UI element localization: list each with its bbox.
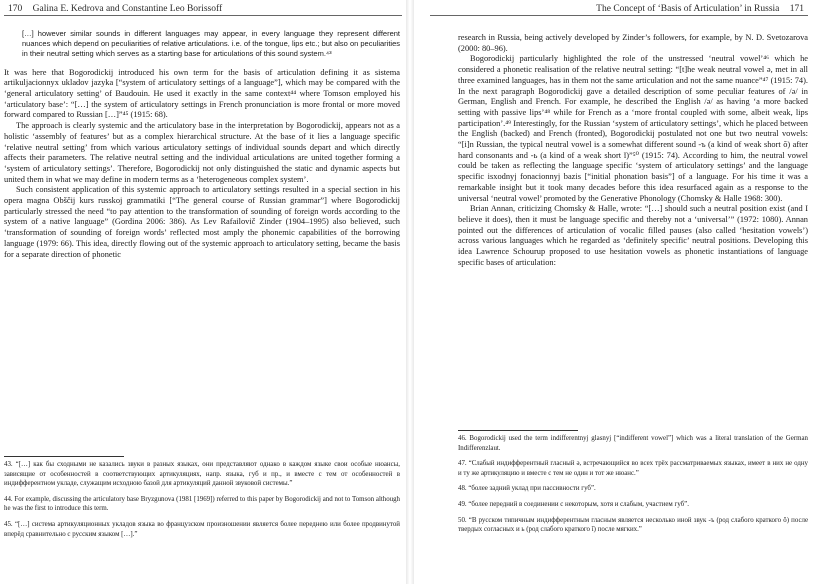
paragraph: research in Russia, being actively developed by Zinder’s followers, for example, by N. D. Svetozarova (2000: 80–96). xyxy=(458,33,808,53)
footnote-46: 46. Bogorodickij used the term indifferentnyj glasnyj [“indifferent vowel”] which was a literal translation of the German Indifferenzlaut. xyxy=(458,435,808,452)
right-page-number: 171 xyxy=(789,4,804,14)
paragraph: Bogorodickij particularly highlighted the role of the unstressed ‘neutral vowel’⁴⁶ which he considered a phonetic realisation of the relative neutral setting: “[t]he weak neutral vowel ə, met in all three examined languages, has in them not the same articulation and not the same nuance”⁴⁷ (1915: 74). In the next paragraph Bogorodickij gave a detailed description of some peculiar features of /ə/ in German, English and French. For example, he described the English /ə/ as having ‘a more backed setting with passive lips’⁴⁸ while for French as a ‘more frontal coupled with some, albeit weak, lips participation’.⁴⁹ Interestingly, for the Russian ‘system of articulatory settings’, which he placed between the English (backed) and French (fronted), Bogorodickij postulated not one but two neutral vowels: “[i]n Russian, the typical neutral vowel is a somewhat different sound -ъ (a kind of weak short ŏ) after hard consonants and -ь (a kind of a weak short ĭ)”⁵⁰ (1915: 74). According to him, the neutral vowel could be taken as reflecting the language specific ‘system of articulatory settings’ and the language specific isxodnyj fonacionnyj bazis [“initial phonation basis”] of a language. For his time it was a remarkable insight but it took many decades before this idea resurfaced again as a response to the universal ‘neutral vowel’ promoted by the Generative Phonology (Chomsky & Halle 1968: 300). xyxy=(458,54,808,203)
paragraph: Brian Annan, criticizing Chomsky & Halle, wrote: “[…] should such a neutral position exist (and I believe it does), then it must be language specific and thereby not a ‘universal’” (1972: 1080). Annan pointed out the differences of articulation of vocalic filled pauses (also called ‘hesitation vowels’) across various languages which he regarded as ‘definitely specific’ neutral positions. Developing this idea Lawrence Schourup proposed to use hesitation vowels as phonetic instantiations of language specific bases of articulation: xyxy=(458,204,808,267)
footnote-48: 48. “более задний уклад при пассивности губ”. xyxy=(458,485,596,493)
left-running-head xyxy=(4,3,402,16)
footnote-rule xyxy=(458,430,578,431)
footnote-44: 44. For example, discussing the articulatory base Bryzgunova (1981 [1969]) referred to this paper by Bogorodickij and not to Tomson although he was the first to introduce this term. xyxy=(4,495,400,513)
right-page xyxy=(410,0,814,584)
block-quote: […] however similar sounds in different languages may appear, in every language they represent different nuances which depend on peculiarities of relative articulations. i.e. of the tongue, lips etc.; but also on peculiarities in their neutral setting which serves as a starting base for articulations of this sound system.⁴³ xyxy=(22,29,400,59)
paragraph: It was here that Bogorodickij introduced his own term for the basis of articulation defining it as sistema artikuljacionnyx ukladov jazyka [“system of articulatory settings of a language”], which may be compared with the ‘general articulatory setting’ of Baudouin. He used it exactly in the same context⁴⁴ where Tomson employed his ‘articulatory base’: “[…] the system of articulatory settings in French pronunciation is more frontal or more moved forward compared to Russian […]”⁴⁵ (1915: 68). xyxy=(4,67,400,120)
paragraph: Such consistent application of this systemic approach to articulatory settings resulted in a special section in his opera magna Obščij kurs russkoj grammatiki [“The general course of Russian grammar”] where Bogorodickij particularly stressed the need “to pay attention to the transformation of sounding of foreign words according to the system of a native language” (Gordina 2006: 386). As Lev Rafailovič Zinder (1904–1995) also believed, such ‘transformation of sounding of foreign words’ reflected most amply the phonemic capabilities of the borrowing language (1979: 66). This idea, directly flowing out of the systemic approach to articulatory setting, became the basis for a separate direction of phonetic xyxy=(4,185,400,259)
right-body xyxy=(458,33,808,268)
footnote-43: 43. “[…] как бы сходными не казались звуки в разных языках, они представляют однако в каждом языке свои особые нюансы, зависящие от особенностей в соответствующих артикуляциях, напр. языка, губ и пр., и вместе с тем от особенностей в индифферентном укладе, служащим исходною базой для артикуляций данной звуковой системы.” xyxy=(4,461,400,488)
left-footnotes xyxy=(4,460,400,545)
right-running-title: The Concept of ‘Basis of Articulation’ in Russia xyxy=(596,4,780,14)
left-body xyxy=(4,29,400,260)
footnote-45: 45. “[…] система артикуляционных укладов языка во французском произношении является более переднею или более продвинутой вперёд сравнительно с русским языком […].” xyxy=(4,520,400,538)
footnote-50: 50. “В русском типичным индифферентным гласным является несколько иной звук -ъ (род слабого краткого ŏ) после твердых согласных и ь (род слабого краткого ĭ) после мягких.” xyxy=(458,516,808,534)
footnote-47: 47. “Слабый индифферентный гласный ə, встречающийся во всех трёх рассматриваемых языках, имеет в них не одну и ту же артикуляцию и вместе с тем не один и тот же нюанс.” xyxy=(458,460,808,477)
paragraph: The approach is clearly systemic and the articulatory base in the interpretation by Bogorodickij, appears not as a holistic ‘assembly of features’ but as a complex hierarchical structure. At the base of it lies a language specific ‘relative neutral setting’ from which various articulatory settings of individual sounds depart and which directly affects their parameters. The relative neutral setting and the individual articulations are united together forming a ‘system of articulatory settings’. Therefore, Bogorodickij not only distinguished the static and dynamic aspects but united them in what we may define in modern terms as a ‘heterogeneous complex system’. xyxy=(4,121,400,184)
right-footnotes xyxy=(458,434,808,541)
right-running-head xyxy=(430,3,808,16)
left-page-number: 170 xyxy=(8,4,23,14)
footnote-rule xyxy=(4,456,124,457)
footnote-49: 49. “более передний в соединении с некоторым, хотя и слабым, участием губ”. xyxy=(458,500,689,508)
left-running-title: Galina E. Kedrova and Constantine Leo Borissoff xyxy=(32,4,223,14)
